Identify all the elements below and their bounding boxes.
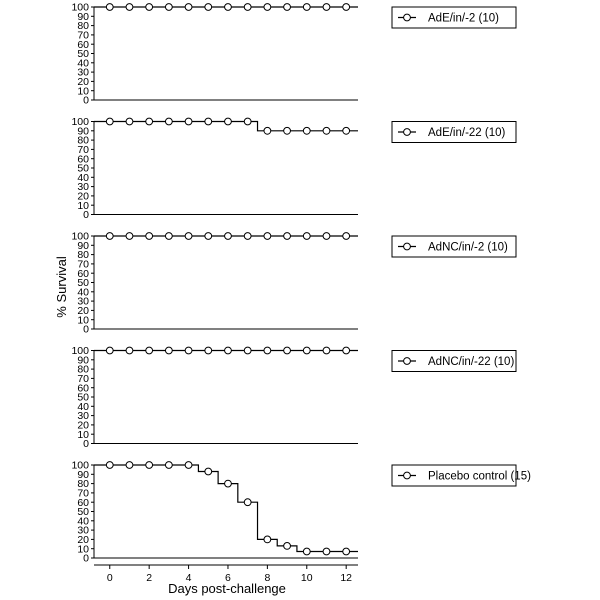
y-tick-label: 40 — [77, 171, 89, 184]
y-tick-label: 50 — [77, 162, 89, 175]
y-tick-label: 40 — [77, 515, 89, 528]
data-point — [205, 4, 212, 11]
panel-4 — [71, 345, 516, 450]
y-tick-label: 10 — [77, 543, 89, 556]
data-point — [106, 462, 113, 469]
data-point — [264, 347, 271, 354]
data-point — [323, 548, 330, 555]
y-tick-label: 100 — [71, 1, 89, 14]
x-tick-label: 2 — [146, 572, 153, 584]
y-tick-label: 30 — [77, 524, 89, 537]
y-axis-title: % Survival — [54, 256, 69, 318]
data-point — [106, 347, 113, 354]
x-tick-label: 4 — [185, 572, 192, 584]
panel-5 — [71, 460, 531, 565]
data-point — [264, 4, 271, 11]
data-point — [106, 233, 113, 240]
legend — [392, 236, 516, 257]
y-tick-label: 0 — [83, 552, 89, 565]
data-point — [165, 462, 172, 469]
x-axis-title: Days post-challenge — [168, 581, 286, 596]
y-tick-label: 90 — [77, 10, 89, 23]
y-tick-label: 0 — [83, 209, 89, 222]
y-tick-label: 80 — [77, 478, 89, 491]
data-point — [126, 118, 133, 125]
y-tick-label: 50 — [77, 277, 89, 290]
legend — [392, 7, 516, 28]
legend-label: AdE/in/-22 (10) — [428, 127, 506, 139]
data-point — [205, 468, 212, 475]
y-tick-label: 20 — [77, 305, 89, 317]
y-tick-label: 30 — [77, 66, 89, 79]
data-point — [264, 127, 271, 134]
data-point — [225, 480, 232, 487]
data-point — [303, 233, 310, 240]
data-point — [323, 347, 330, 354]
y-tick-label: 20 — [77, 419, 89, 432]
data-point — [225, 4, 232, 11]
y-tick-label: 60 — [77, 267, 89, 280]
y-tick-label: 90 — [77, 354, 89, 367]
data-point — [165, 118, 172, 125]
data-point — [303, 548, 310, 555]
legend-label: AdNC/in/-2 (10) — [428, 241, 508, 254]
y-tick-label: 10 — [77, 428, 89, 441]
data-point — [343, 347, 350, 354]
data-point — [264, 536, 271, 543]
data-point — [225, 118, 232, 125]
data-point — [106, 4, 113, 11]
legend-marker-sample — [404, 14, 411, 21]
data-point — [165, 233, 172, 240]
y-tick-label: 10 — [77, 314, 89, 327]
data-point — [244, 499, 251, 506]
x-tick-label: 6 — [225, 572, 231, 584]
data-point — [284, 347, 291, 354]
y-tick-label: 60 — [77, 382, 89, 395]
data-point — [225, 233, 232, 240]
data-point — [146, 347, 153, 354]
y-tick-label: 30 — [77, 410, 89, 423]
data-point — [343, 4, 350, 11]
x-tick-label: 0 — [106, 572, 113, 584]
data-point — [323, 233, 330, 240]
data-point — [284, 127, 291, 134]
y-tick-label: 80 — [77, 20, 89, 33]
data-point — [264, 233, 271, 240]
y-tick-label: 100 — [71, 459, 89, 472]
y-tick-label: 10 — [77, 199, 89, 212]
panel-2 — [71, 116, 516, 221]
data-point — [284, 4, 291, 11]
y-tick-label: 0 — [83, 94, 89, 107]
y-tick-label: 80 — [77, 249, 89, 262]
data-point — [303, 127, 310, 134]
legend-label: AdNC/in/-22 (10) — [428, 356, 515, 368]
y-tick-label: 20 — [77, 534, 89, 546]
data-point — [225, 347, 232, 354]
x-tick-label: 8 — [264, 572, 271, 584]
y-tick-label: 70 — [77, 144, 89, 156]
y-tick-label: 50 — [77, 391, 89, 404]
data-point — [146, 4, 153, 11]
data-point — [323, 4, 330, 11]
y-tick-label: 90 — [77, 125, 89, 138]
data-point — [244, 233, 251, 240]
data-point — [185, 118, 192, 125]
data-point — [165, 4, 172, 11]
data-point — [303, 4, 310, 11]
panel-3 — [71, 231, 516, 336]
data-point — [343, 233, 350, 240]
data-point — [343, 548, 350, 555]
legend — [392, 351, 516, 372]
data-point — [303, 347, 310, 354]
y-tick-label: 70 — [77, 29, 89, 42]
data-point — [146, 118, 153, 125]
y-tick-label: 70 — [77, 373, 89, 385]
data-point — [146, 462, 153, 469]
legend — [392, 122, 516, 143]
data-point — [244, 347, 251, 354]
y-tick-label: 20 — [77, 76, 89, 88]
legend-label: AdE/in/-2 (10) — [428, 12, 499, 25]
data-point — [165, 347, 172, 354]
data-point — [284, 233, 291, 240]
y-tick-label: 100 — [71, 345, 89, 358]
y-tick-label: 0 — [83, 438, 89, 451]
panel-1 — [71, 2, 516, 107]
y-tick-label: 30 — [77, 181, 89, 194]
data-point — [343, 127, 350, 134]
data-point — [323, 127, 330, 134]
y-tick-label: 70 — [77, 258, 89, 271]
x-axis — [94, 565, 358, 584]
y-tick-label: 90 — [77, 468, 89, 481]
y-tick-label: 80 — [77, 363, 89, 376]
data-point — [205, 347, 212, 354]
legend-marker-sample — [404, 358, 411, 365]
y-tick-label: 40 — [77, 57, 89, 70]
y-tick-label: 40 — [77, 400, 89, 413]
data-point — [126, 233, 133, 240]
y-tick-label: 60 — [77, 38, 89, 51]
y-tick-label: 60 — [77, 496, 89, 509]
y-tick-label: 100 — [71, 116, 89, 129]
y-tick-label: 10 — [77, 85, 89, 98]
data-point — [284, 543, 291, 550]
y-tick-label: 90 — [77, 239, 89, 252]
y-tick-label: 20 — [77, 190, 89, 203]
legend-marker-sample — [404, 472, 411, 479]
y-tick-label: 70 — [77, 487, 89, 500]
data-point — [185, 462, 192, 469]
data-point — [244, 4, 251, 11]
data-point — [146, 233, 153, 240]
y-tick-label: 60 — [77, 153, 89, 166]
data-point — [126, 347, 133, 354]
legend-label: Placebo control (15) — [428, 470, 531, 483]
y-tick-label: 50 — [77, 48, 89, 61]
data-point — [126, 462, 133, 469]
x-tick-label: 12 — [340, 572, 353, 584]
chart-panels — [71, 2, 531, 584]
data-point — [185, 233, 192, 240]
data-point — [185, 4, 192, 11]
data-point — [205, 118, 212, 125]
survival-step-line — [94, 465, 358, 551]
data-point — [185, 347, 192, 354]
y-tick-label: 40 — [77, 286, 89, 299]
y-tick-label: 80 — [77, 134, 89, 147]
legend-marker-sample — [404, 129, 411, 136]
data-point — [244, 118, 251, 125]
data-point — [205, 233, 212, 240]
x-tick-label: 10 — [300, 572, 313, 584]
data-point — [126, 4, 133, 11]
legend — [392, 465, 531, 486]
data-point — [106, 118, 113, 125]
y-tick-label: 50 — [77, 506, 89, 519]
y-tick-label: 100 — [71, 230, 89, 243]
y-tick-label: 30 — [77, 295, 89, 308]
y-tick-label: 0 — [83, 323, 89, 336]
legend-marker-sample — [404, 243, 411, 250]
